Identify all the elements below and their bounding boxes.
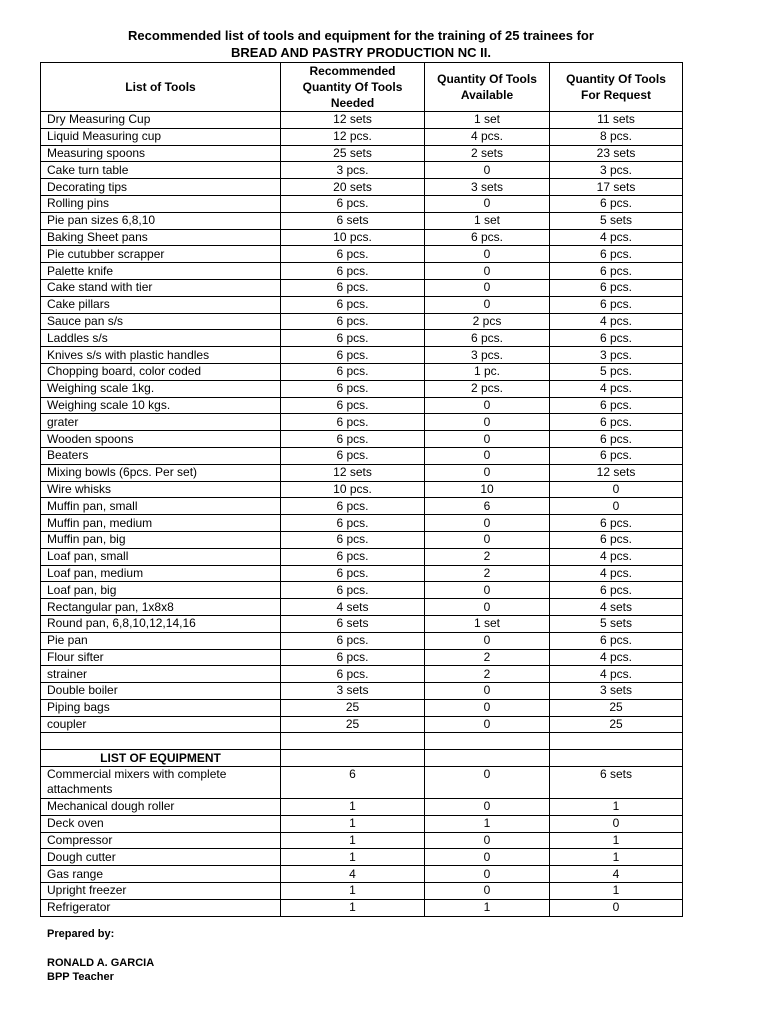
request-qty: 6 pcs. xyxy=(550,447,683,464)
recommended-qty: 1 xyxy=(281,883,425,900)
col-header-recommended: Recommended Quantity Of Tools Needed xyxy=(281,63,425,112)
recommended-qty: 25 xyxy=(281,699,425,716)
available-qty: 0 xyxy=(425,799,550,816)
request-qty: 6 pcs. xyxy=(550,296,683,313)
tool-row xyxy=(41,162,683,179)
tool-row xyxy=(41,414,683,431)
item-name: Rectangular pan, 1x8x8 xyxy=(41,599,281,616)
item-name: Refrigerator xyxy=(41,899,281,916)
item-name: Dry Measuring Cup xyxy=(41,112,281,129)
recommended-qty: 1 xyxy=(281,899,425,916)
request-qty: 11 sets xyxy=(550,112,683,129)
item-name: strainer xyxy=(41,666,281,683)
recommended-qty: 25 sets xyxy=(281,145,425,162)
available-qty: 0 xyxy=(425,464,550,481)
document-title xyxy=(40,27,682,61)
item-name: Flour sifter xyxy=(41,649,281,666)
available-qty: 0 xyxy=(425,582,550,599)
item-name: Chopping board, color coded xyxy=(41,363,281,380)
available-qty: 0 xyxy=(425,599,550,616)
item-name: Wooden spoons xyxy=(41,431,281,448)
recommended-qty: 6 pcs. xyxy=(281,195,425,212)
recommended-qty: 6 pcs. xyxy=(281,263,425,280)
recommended-qty: 6 pcs. xyxy=(281,531,425,548)
available-qty: 2 xyxy=(425,666,550,683)
equipment-row xyxy=(41,883,683,900)
request-qty: 1 xyxy=(550,883,683,900)
separator-body xyxy=(41,733,683,767)
request-qty: 6 pcs. xyxy=(550,330,683,347)
signature-block xyxy=(47,956,154,984)
request-qty: 5 pcs. xyxy=(550,363,683,380)
tool-row xyxy=(41,397,683,414)
blank-cell xyxy=(550,733,683,750)
request-qty: 4 pcs. xyxy=(550,548,683,565)
available-qty: 0 xyxy=(425,447,550,464)
blank-cell xyxy=(425,750,550,767)
tool-row xyxy=(41,279,683,296)
available-qty: 0 xyxy=(425,767,550,799)
item-name: Rolling pins xyxy=(41,195,281,212)
tool-row xyxy=(41,296,683,313)
recommended-qty: 6 pcs. xyxy=(281,296,425,313)
request-qty: 6 pcs. xyxy=(550,414,683,431)
blank-cell xyxy=(281,733,425,750)
recommended-qty: 6 pcs. xyxy=(281,447,425,464)
tool-row xyxy=(41,195,683,212)
tool-row xyxy=(41,666,683,683)
tool-row xyxy=(41,716,683,733)
available-qty: 0 xyxy=(425,162,550,179)
tool-row xyxy=(41,128,683,145)
request-qty: 25 xyxy=(550,699,683,716)
recommended-qty: 1 xyxy=(281,849,425,866)
available-qty: 4 pcs. xyxy=(425,128,550,145)
available-qty: 0 xyxy=(425,883,550,900)
available-qty: 0 xyxy=(425,195,550,212)
recommended-qty: 6 pcs. xyxy=(281,582,425,599)
recommended-qty: 1 xyxy=(281,832,425,849)
equipment-row xyxy=(41,849,683,866)
available-qty: 1 set xyxy=(425,615,550,632)
recommended-qty: 6 pcs. xyxy=(281,414,425,431)
preparer-name: RONALD A. GARCIA xyxy=(47,957,155,969)
available-qty: 6 pcs. xyxy=(425,229,550,246)
item-name: Weighing scale 10 kgs. xyxy=(41,397,281,414)
recommended-qty: 6 pcs. xyxy=(281,313,425,330)
item-name: Compressor xyxy=(41,832,281,849)
recommended-qty: 6 sets xyxy=(281,212,425,229)
request-qty: 6 pcs. xyxy=(550,263,683,280)
tool-row xyxy=(41,683,683,700)
tools-table xyxy=(40,62,683,917)
available-qty: 1 set xyxy=(425,212,550,229)
item-name: Laddles s/s xyxy=(41,330,281,347)
equipment-row xyxy=(41,866,683,883)
item-name: Loaf pan, big xyxy=(41,582,281,599)
recommended-qty: 12 sets xyxy=(281,464,425,481)
available-qty: 0 xyxy=(425,716,550,733)
request-qty: 6 pcs. xyxy=(550,515,683,532)
request-qty: 6 pcs. xyxy=(550,632,683,649)
available-qty: 1 set xyxy=(425,112,550,129)
tool-row xyxy=(41,347,683,364)
request-qty: 0 xyxy=(550,899,683,916)
available-qty: 2 pcs. xyxy=(425,380,550,397)
equipment-row xyxy=(41,832,683,849)
request-qty: 3 pcs. xyxy=(550,162,683,179)
request-qty: 17 sets xyxy=(550,179,683,196)
request-qty: 4 pcs. xyxy=(550,649,683,666)
tool-row xyxy=(41,229,683,246)
tool-row xyxy=(41,464,683,481)
tool-row xyxy=(41,615,683,632)
prepared-by-label: Prepared by: xyxy=(47,928,115,940)
request-qty: 1 xyxy=(550,849,683,866)
col-header-available: Quantity Of Tools Available xyxy=(425,63,550,112)
item-name: Pie pan sizes 6,8,10 xyxy=(41,212,281,229)
tool-row xyxy=(41,498,683,515)
item-name: Loaf pan, small xyxy=(41,548,281,565)
request-qty: 25 xyxy=(550,716,683,733)
tool-row xyxy=(41,481,683,498)
available-qty: 6 xyxy=(425,498,550,515)
available-qty: 2 xyxy=(425,548,550,565)
available-qty: 0 xyxy=(425,832,550,849)
item-name: Mechanical dough roller xyxy=(41,799,281,816)
equipment-heading-row xyxy=(41,750,683,767)
tool-row xyxy=(41,447,683,464)
tools-body xyxy=(41,112,683,733)
item-name: Commercial mixers with complete attachments xyxy=(41,767,281,799)
request-qty: 6 pcs. xyxy=(550,431,683,448)
request-qty: 6 pcs. xyxy=(550,397,683,414)
item-name: coupler xyxy=(41,716,281,733)
recommended-qty: 10 pcs. xyxy=(281,229,425,246)
available-qty: 0 xyxy=(425,531,550,548)
equipment-row xyxy=(41,767,683,799)
equipment-row xyxy=(41,815,683,832)
preparer-role: BPP Teacher xyxy=(47,971,114,983)
request-qty: 6 pcs. xyxy=(550,279,683,296)
available-qty: 0 xyxy=(425,866,550,883)
item-name: Baking Sheet pans xyxy=(41,229,281,246)
available-qty: 0 xyxy=(425,263,550,280)
recommended-qty: 6 pcs. xyxy=(281,279,425,296)
tool-row xyxy=(41,531,683,548)
item-name: Cake turn table xyxy=(41,162,281,179)
item-name: Measuring spoons xyxy=(41,145,281,162)
available-qty: 1 xyxy=(425,899,550,916)
title-line-2: BREAD AND PASTRY PRODUCTION NC II. xyxy=(230,45,491,60)
recommended-qty: 6 pcs. xyxy=(281,632,425,649)
item-name: Pie cutubber scrapper xyxy=(41,246,281,263)
available-qty: 0 xyxy=(425,414,550,431)
item-name: Pie pan xyxy=(41,632,281,649)
blank-cell xyxy=(281,750,425,767)
equipment-row xyxy=(41,899,683,916)
available-qty: 1 xyxy=(425,815,550,832)
available-qty: 2 pcs xyxy=(425,313,550,330)
title-line-1: Recommended list of tools and equipment for the training of 25 trainees for xyxy=(128,28,594,43)
tool-row xyxy=(41,263,683,280)
equipment-heading: LIST OF EQUIPMENT xyxy=(41,750,281,767)
tool-row xyxy=(41,515,683,532)
recommended-qty: 6 pcs. xyxy=(281,498,425,515)
col-header-list-of-tools: List of Tools xyxy=(41,63,281,112)
available-qty: 2 sets xyxy=(425,145,550,162)
recommended-qty: 6 pcs. xyxy=(281,666,425,683)
tool-row xyxy=(41,599,683,616)
item-name: Piping bags xyxy=(41,699,281,716)
header-row xyxy=(41,63,683,112)
request-qty: 1 xyxy=(550,832,683,849)
available-qty: 10 xyxy=(425,481,550,498)
recommended-qty: 6 pcs. xyxy=(281,380,425,397)
available-qty: 0 xyxy=(425,699,550,716)
item-name: Palette knife xyxy=(41,263,281,280)
request-qty: 4 pcs. xyxy=(550,380,683,397)
tool-row xyxy=(41,582,683,599)
item-name: Deck oven xyxy=(41,815,281,832)
tool-row xyxy=(41,431,683,448)
available-qty: 0 xyxy=(425,279,550,296)
request-qty: 6 pcs. xyxy=(550,531,683,548)
recommended-qty: 6 pcs. xyxy=(281,397,425,414)
recommended-qty: 1 xyxy=(281,815,425,832)
item-name: Round pan, 6,8,10,12,14,16 xyxy=(41,615,281,632)
tool-row xyxy=(41,632,683,649)
blank-cell xyxy=(425,733,550,750)
request-qty: 12 sets xyxy=(550,464,683,481)
equipment-body xyxy=(41,767,683,917)
blank-cell xyxy=(550,750,683,767)
recommended-qty: 6 pcs. xyxy=(281,548,425,565)
item-name: Beaters xyxy=(41,447,281,464)
available-qty: 2 xyxy=(425,649,550,666)
tool-row xyxy=(41,565,683,582)
available-qty: 0 xyxy=(425,296,550,313)
available-qty: 1 pc. xyxy=(425,363,550,380)
request-qty: 0 xyxy=(550,498,683,515)
recommended-qty: 12 pcs. xyxy=(281,128,425,145)
recommended-qty: 6 pcs. xyxy=(281,649,425,666)
item-name: Weighing scale 1kg. xyxy=(41,380,281,397)
request-qty: 1 xyxy=(550,799,683,816)
blank-row xyxy=(41,733,683,750)
request-qty: 23 sets xyxy=(550,145,683,162)
available-qty: 3 pcs. xyxy=(425,347,550,364)
tool-row xyxy=(41,330,683,347)
item-name: Liquid Measuring cup xyxy=(41,128,281,145)
request-qty: 4 pcs. xyxy=(550,313,683,330)
request-qty: 8 pcs. xyxy=(550,128,683,145)
recommended-qty: 4 xyxy=(281,866,425,883)
item-name: Mixing bowls (6pcs. Per set) xyxy=(41,464,281,481)
available-qty: 0 xyxy=(425,515,550,532)
item-name: Knives s/s with plastic handles xyxy=(41,347,281,364)
available-qty: 0 xyxy=(425,683,550,700)
request-qty: 4 pcs. xyxy=(550,229,683,246)
available-qty: 0 xyxy=(425,431,550,448)
item-name: Decorating tips xyxy=(41,179,281,196)
available-qty: 0 xyxy=(425,632,550,649)
request-qty: 4 sets xyxy=(550,599,683,616)
request-qty: 6 sets xyxy=(550,767,683,799)
recommended-qty: 6 pcs. xyxy=(281,246,425,263)
item-name: Wire whisks xyxy=(41,481,281,498)
recommended-qty: 25 xyxy=(281,716,425,733)
request-qty: 4 pcs. xyxy=(550,666,683,683)
tool-row xyxy=(41,548,683,565)
recommended-qty: 20 sets xyxy=(281,179,425,196)
item-name: Cake pillars xyxy=(41,296,281,313)
recommended-qty: 6 pcs. xyxy=(281,363,425,380)
tool-row xyxy=(41,313,683,330)
item-name: Sauce pan s/s xyxy=(41,313,281,330)
request-qty: 4 pcs. xyxy=(550,565,683,582)
recommended-qty: 1 xyxy=(281,799,425,816)
item-name: Cake stand with tier xyxy=(41,279,281,296)
equipment-row xyxy=(41,799,683,816)
recommended-qty: 6 sets xyxy=(281,615,425,632)
recommended-qty: 6 pcs. xyxy=(281,565,425,582)
request-qty: 0 xyxy=(550,481,683,498)
recommended-qty: 4 sets xyxy=(281,599,425,616)
item-name: Upright freezer xyxy=(41,883,281,900)
request-qty: 6 pcs. xyxy=(550,582,683,599)
recommended-qty: 6 pcs. xyxy=(281,330,425,347)
tool-row xyxy=(41,112,683,129)
item-name: Dough cutter xyxy=(41,849,281,866)
col-header-request: Quantity Of Tools For Request xyxy=(550,63,683,112)
item-name: grater xyxy=(41,414,281,431)
tool-row xyxy=(41,179,683,196)
request-qty: 6 pcs. xyxy=(550,246,683,263)
tool-row xyxy=(41,212,683,229)
item-name: Loaf pan, medium xyxy=(41,565,281,582)
recommended-qty: 12 sets xyxy=(281,112,425,129)
recommended-qty: 6 pcs. xyxy=(281,515,425,532)
recommended-qty: 10 pcs. xyxy=(281,481,425,498)
recommended-qty: 6 pcs. xyxy=(281,431,425,448)
request-qty: 6 pcs. xyxy=(550,195,683,212)
tool-row xyxy=(41,649,683,666)
available-qty: 2 xyxy=(425,565,550,582)
item-name: Muffin pan, small xyxy=(41,498,281,515)
available-qty: 0 xyxy=(425,849,550,866)
recommended-qty: 6 pcs. xyxy=(281,347,425,364)
request-qty: 0 xyxy=(550,815,683,832)
tool-row xyxy=(41,380,683,397)
available-qty: 3 sets xyxy=(425,179,550,196)
item-name: Muffin pan, medium xyxy=(41,515,281,532)
item-name: Double boiler xyxy=(41,683,281,700)
request-qty: 4 xyxy=(550,866,683,883)
tool-row xyxy=(41,145,683,162)
request-qty: 3 sets xyxy=(550,683,683,700)
blank-cell xyxy=(41,733,281,750)
request-qty: 3 pcs. xyxy=(550,347,683,364)
recommended-qty: 3 pcs. xyxy=(281,162,425,179)
tool-row xyxy=(41,246,683,263)
item-name: Gas range xyxy=(41,866,281,883)
available-qty: 6 pcs. xyxy=(425,330,550,347)
recommended-qty: 3 sets xyxy=(281,683,425,700)
available-qty: 0 xyxy=(425,246,550,263)
available-qty: 0 xyxy=(425,397,550,414)
tool-row xyxy=(41,363,683,380)
item-name: Muffin pan, big xyxy=(41,531,281,548)
tool-row xyxy=(41,699,683,716)
recommended-qty: 6 xyxy=(281,767,425,799)
request-qty: 5 sets xyxy=(550,615,683,632)
request-qty: 5 sets xyxy=(550,212,683,229)
